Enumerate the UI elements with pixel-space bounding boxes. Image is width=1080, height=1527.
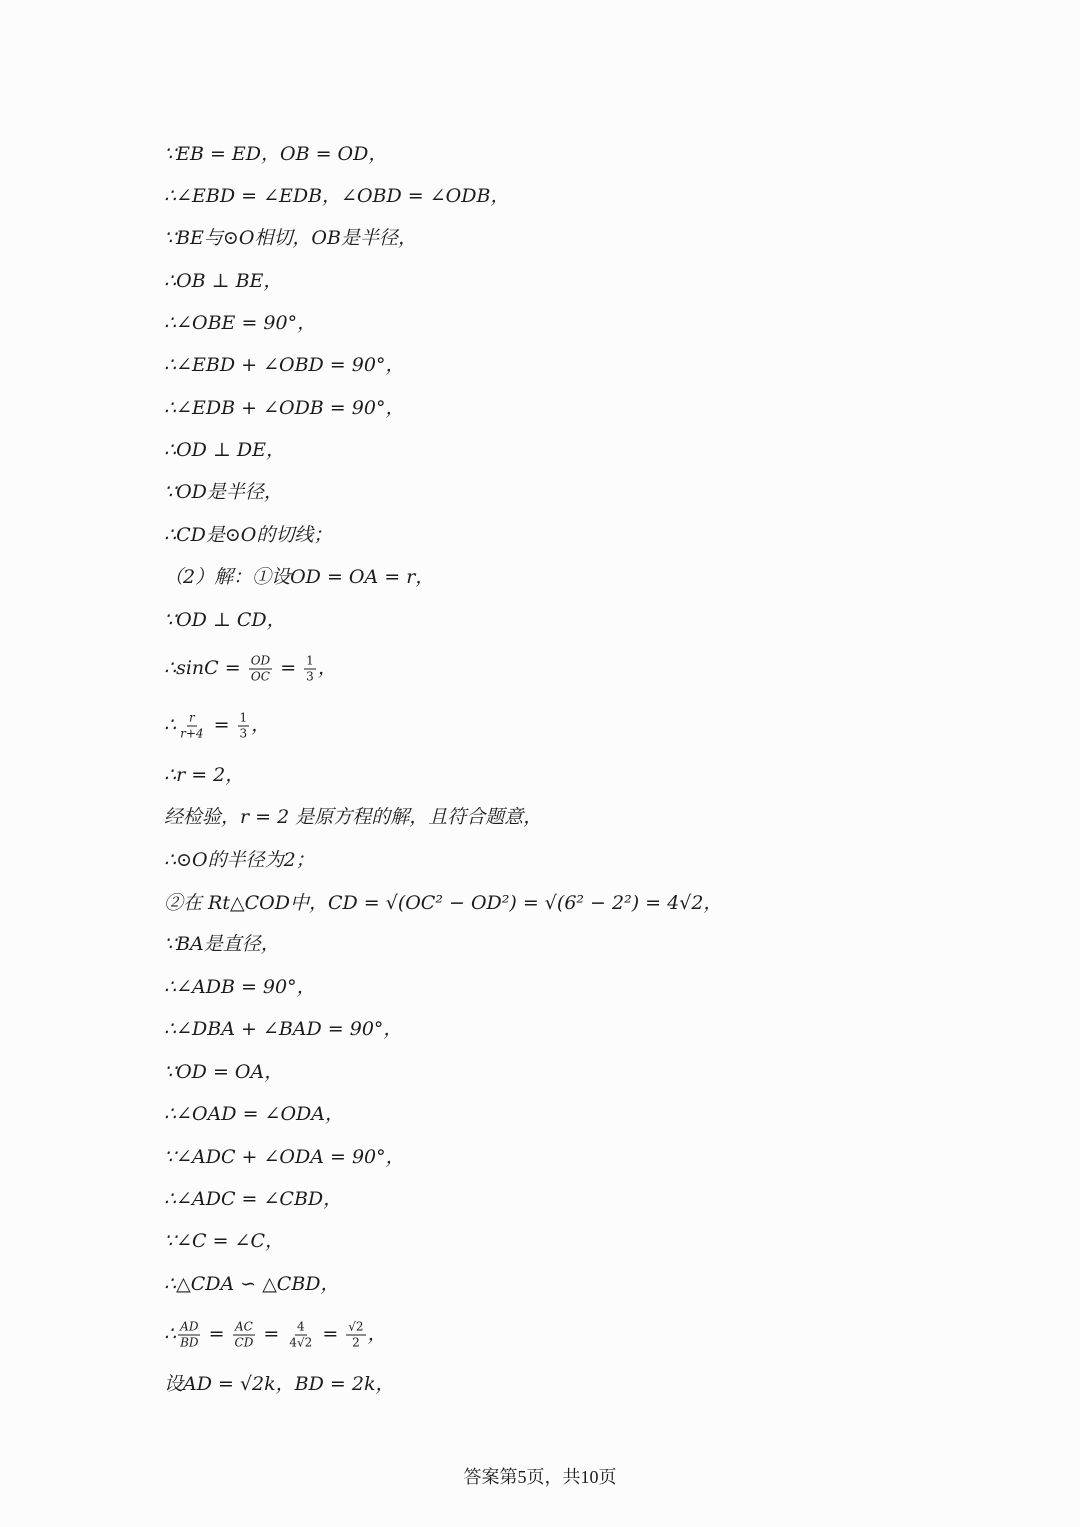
fraction-numerator: 1 [306, 653, 314, 668]
fraction-denominator: 3 [239, 726, 248, 741]
sine-prefix: ∴sinC = [164, 657, 247, 679]
fraction-denominator: 2 [352, 1335, 360, 1350]
sine-equation: ∴sinC = $\frac{OD}{OC}$ = $\frac{1}{3}$ ， [164, 653, 337, 684]
fraction-numerator: AC [235, 1319, 253, 1334]
similar-triangles-line: ∴△CDA ∽ △CBD， [164, 1273, 340, 1295]
fraction-numerator: AD [180, 1319, 199, 1334]
radius-value: ∴r = 2， [164, 764, 245, 786]
proof-line-4: ∴OB ⊥ BE， [164, 270, 283, 292]
fraction-denominator: 4√2 [289, 1335, 313, 1350]
proof-line-adc-sum: ∵∠ADC + ∠ODA = 90°， [164, 1146, 405, 1168]
fraction-denominator: 3 [306, 669, 314, 684]
ratio-equation: ∴ $\frac{AD}{BD}$ = $\frac{AC}{CD}$ = $\frac{4}{4√2}$ = $\frac{√2}{2}$ ， [164, 1319, 387, 1350]
proof-line-3: ∵BE与⊙O相切，OB是半径， [164, 227, 417, 249]
proof-line-2: ∴∠EBD = ∠EDB，∠OBD = ∠ODB， [164, 185, 510, 207]
fraction-numerator: √2 [348, 1319, 364, 1334]
verification-line: 经检验，r = 2 是原方程的解，且符合题意， [164, 806, 543, 828]
proof-line-5: ∴∠OBE = 90°， [164, 312, 317, 334]
fraction-r-over-r-plus-4 [178, 712, 205, 741]
fraction-denominator: r+4 [180, 726, 204, 741]
fraction-denominator: BD [180, 1335, 199, 1350]
ratio-prefix: ∴ [164, 1323, 177, 1345]
radius-equation: ∴ $\frac{r}{r+4}$ = $\frac{1}{3}$ ， [164, 710, 271, 741]
fraction-numerator: OD [250, 653, 271, 668]
proof-line-9: ∵OD是半径， [164, 481, 283, 503]
proof-line-10: ∴CD是⊙O的切线； [164, 524, 333, 546]
part2-line-1: （2）解：①设OD = OA = r， [164, 566, 435, 588]
proof-line-6: ∴∠EBD + ∠OBD = 90°， [164, 354, 405, 376]
proof-line-adb: ∴∠ADB = 90°， [164, 976, 316, 998]
fraction-denominator: OC [250, 669, 270, 684]
radius-equation-prefix: ∴ [164, 714, 177, 736]
page-footer: 答案第5页，共10页 [463, 1467, 617, 1487]
fraction-root2-over-2 [346, 1321, 365, 1350]
proof-line-7: ∴∠EDB + ∠ODB = 90°， [164, 397, 405, 419]
fraction-ac-cd [233, 1321, 256, 1350]
fraction-one-third [238, 712, 250, 741]
proof-line-od-oa: ∵OD = OA， [164, 1061, 284, 1083]
fraction-ad-bd [178, 1321, 200, 1350]
fraction-od-oc [249, 655, 272, 684]
fraction-4-over-4root2 [287, 1321, 314, 1350]
cd-length-line: ②在 Rt△COD中，CD = √(OC² − OD²) = √(6² − 2²) = 4√2， [164, 892, 723, 914]
proof-line-adc-cbd: ∴∠ADC = ∠CBD， [164, 1188, 343, 1210]
set-variables-line: 设AD = √2k，BD = 2k， [164, 1373, 395, 1395]
proof-line-1: ∵EB = ED，OB = OD， [164, 143, 388, 165]
part2-line-2: ∵OD ⊥ CD， [164, 609, 286, 631]
proof-line-8: ∴OD ⊥ DE， [164, 439, 285, 461]
fraction-numerator: r [188, 710, 195, 725]
proof-line-common-angle: ∵∠C = ∠C， [164, 1230, 285, 1252]
proof-line-diameter: ∵BA是直径， [164, 933, 280, 955]
fraction-denominator: CD [234, 1335, 254, 1350]
fraction-numerator: 1 [239, 710, 248, 725]
proof-line-oad: ∴∠OAD = ∠ODA， [164, 1103, 344, 1125]
proof-line-dba: ∴∠DBA + ∠BAD = 90°， [164, 1018, 403, 1040]
radius-conclusion: ∴⊙O的半径为2； [164, 849, 315, 871]
fraction-one-third [304, 655, 316, 684]
fraction-numerator: 4 [297, 1319, 305, 1334]
